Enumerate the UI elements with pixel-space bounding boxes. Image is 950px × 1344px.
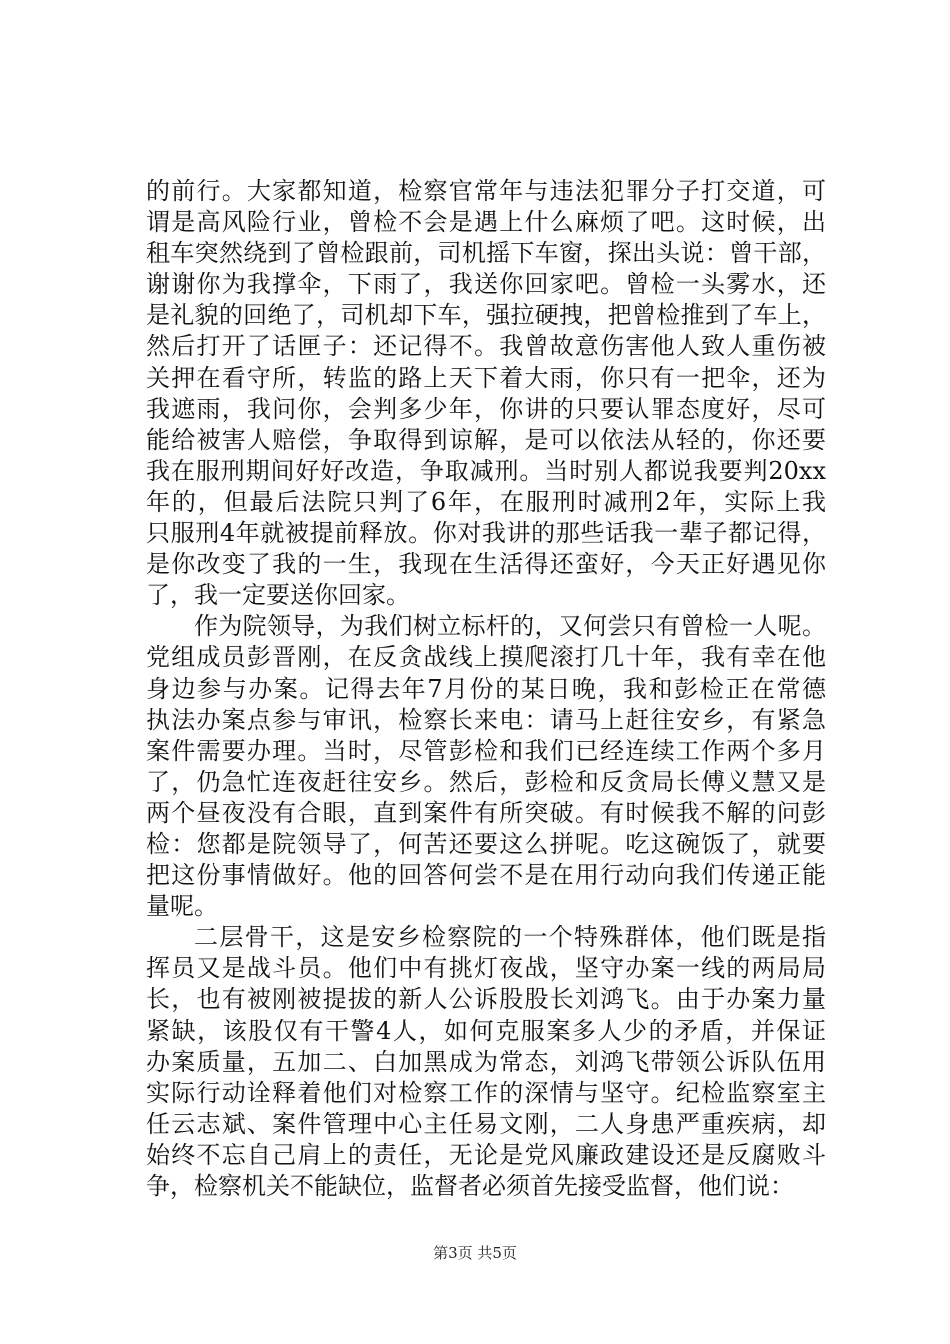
text-line: 实际行动诠释着他们对检察工作的深情与坚守。纪检监察室主 bbox=[146, 1078, 826, 1107]
paragraph bbox=[146, 176, 826, 611]
text-line: 身边参与办案。记得去年7月份的某日晚，我和彭检正在常德 bbox=[146, 674, 826, 703]
text-line: 了，我一定要送你回家。 bbox=[146, 581, 410, 610]
text-line: 执法办案点参与审讯，检察长来电：请马上赶往安乡，有紧急 bbox=[146, 705, 826, 734]
page-number-label: 第3页 共5页 bbox=[433, 1244, 517, 1262]
document-body bbox=[146, 176, 826, 1202]
text-line: 始终不忘自己肩上的责任，无论是党风廉政建设还是反腐败斗 bbox=[146, 1140, 826, 1169]
text-line: 检：您都是院领导了，何苦还要这么拼呢。吃这碗饭了，就要 bbox=[146, 829, 826, 858]
text-line: 谢谢你为我撑伞，下雨了，我送你回家吧。曾检一头雾水，还 bbox=[146, 270, 826, 299]
text-line: 租车突然绕到了曾检跟前，司机摇下车窗，探出头说：曾干部， bbox=[146, 239, 826, 268]
paragraph bbox=[146, 922, 826, 1202]
text-line: 紧缺，该股仅有干警4人，如何克服案多人少的矛盾，并保证 bbox=[146, 1016, 826, 1045]
text-line: 谓是高风险行业，曾检不会是遇上什么麻烦了吧。这时候，出 bbox=[146, 208, 826, 237]
text-line: 年的，但最后法院只判了6年，在服刑时减刑2年，实际上我 bbox=[146, 487, 826, 516]
paragraph bbox=[146, 611, 826, 922]
text-line: 能给被害人赔偿，争取得到谅解，是可以依法从轻的，你还要 bbox=[146, 425, 826, 454]
text-line: 任云志斌、案件管理中心主任易文刚，二人身患严重疾病，却 bbox=[146, 1109, 826, 1138]
text-line: 然后打开了话匣子：还记得不。我曾故意伤害他人致人重伤被 bbox=[146, 332, 826, 361]
text-line: 关押在看守所，转监的路上天下着大雨，你只有一把伞，还为 bbox=[146, 363, 826, 392]
text-line: 二层骨干，这是安乡检察院的一个特殊群体，他们既是指 bbox=[194, 923, 826, 952]
text-line: 长，也有被刚被提拔的新人公诉股股长刘鸿飞。由于办案力量 bbox=[146, 985, 826, 1014]
text-line: 党组成员彭晋刚，在反贪战线上摸爬滚打几十年，我有幸在他 bbox=[146, 643, 826, 672]
text-line: 两个昼夜没有合眼，直到案件有所突破。有时候我不解的问彭 bbox=[146, 798, 826, 827]
text-line: 争，检察机关不能缺位，监督者必须首先接受监督，他们说： bbox=[146, 1172, 794, 1200]
text-line: 是你改变了我的一生，我现在生活得还蛮好，今天正好遇见你 bbox=[146, 550, 826, 579]
page-footer bbox=[0, 1242, 950, 1263]
text-line: 了，仍急忙连夜赶往安乡。然后，彭检和反贪局长傅义慧又是 bbox=[146, 767, 826, 796]
text-line: 把这份事情做好。他的回答何尝不是在用行动向我们传递正能 bbox=[146, 861, 826, 890]
text-line: 挥员又是战斗员。他们中有挑灯夜战，坚守办案一线的两局局 bbox=[146, 954, 826, 983]
text-line: 的前行。大家都知道，检察官常年与违法犯罪分子打交道，可 bbox=[146, 177, 826, 205]
text-line: 量呢。 bbox=[146, 892, 218, 921]
text-line: 是礼貌的回绝了，司机却下车，强拉硬拽，把曾检推到了车上， bbox=[146, 301, 826, 330]
text-line: 只服刑4年就被提前释放。你对我讲的那些话我一辈子都记得， bbox=[146, 519, 826, 548]
text-line: 我遮雨，我问你，会判多少年，你讲的只要认罪态度好，尽可 bbox=[146, 394, 826, 423]
text-line: 我在服刑期间好好改造，争取减刑。当时别人都说我要判20xx bbox=[146, 456, 826, 485]
text-line: 案件需要办理。当时，尽管彭检和我们已经连续工作两个多月 bbox=[146, 736, 826, 765]
text-line: 作为院领导，为我们树立标杆的，又何尝只有曾检一人呢。 bbox=[194, 612, 826, 641]
text-line: 办案质量，五加二、白加黑成为常态，刘鸿飞带领公诉队伍用 bbox=[146, 1047, 826, 1076]
